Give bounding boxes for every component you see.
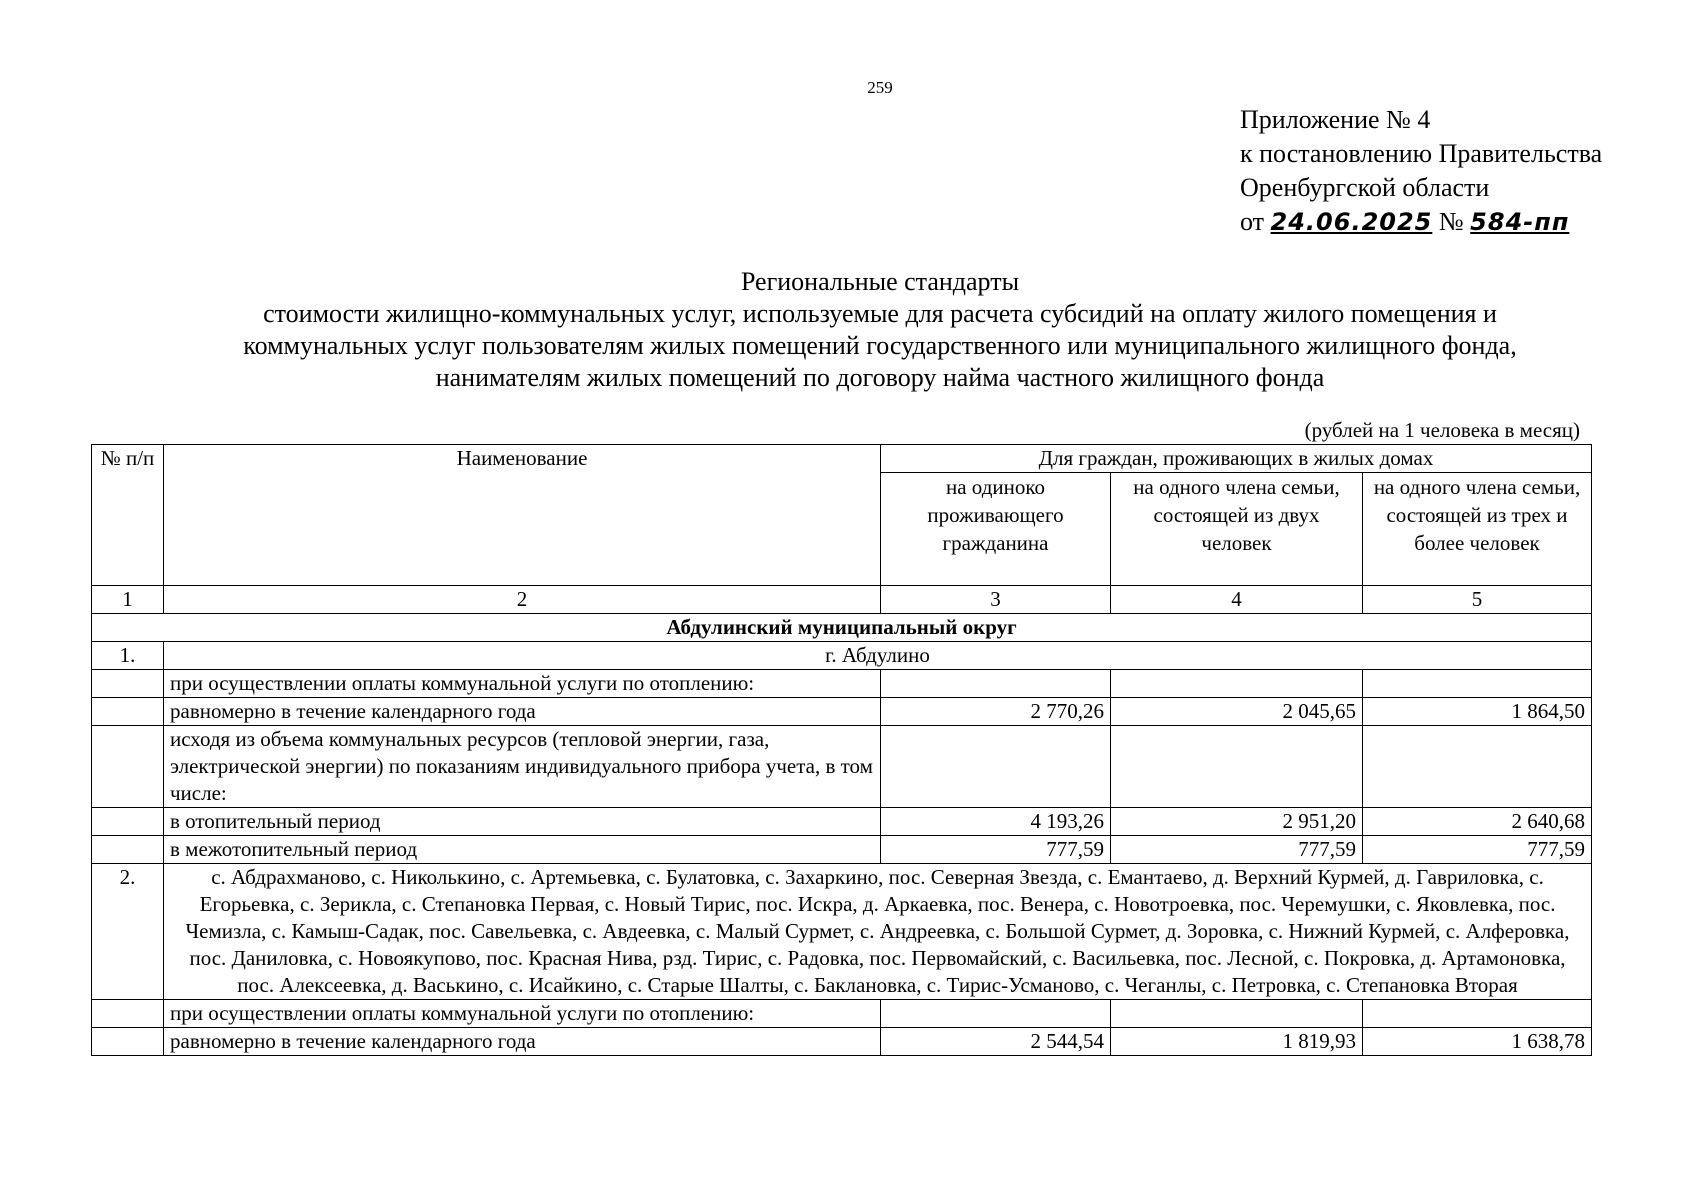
row-label: равномерно в течение календарного года [164, 698, 881, 726]
table-row [92, 670, 1592, 698]
section-number: 2. [92, 864, 164, 1000]
cell-value [1363, 726, 1592, 808]
appendix-line-3: Оренбургской области [1240, 173, 1490, 202]
appendix-line-1: Приложение № 4 [1240, 105, 1431, 134]
table-row [92, 726, 1592, 808]
col-number: 2 [164, 586, 881, 614]
row-label: равномерно в течение календарного года [164, 1028, 881, 1056]
title-line-4: нанимателям жилых помещений по договору найма частного жилищного фонда [435, 363, 1325, 392]
row-label: при осуществлении оплаты коммунальной услуги по отоплению: [164, 1000, 881, 1028]
header-col3: на одиноко проживающего гражданина [881, 473, 1111, 586]
cell-value: 2 544,54 [881, 1028, 1111, 1056]
table-row [92, 808, 1592, 836]
district-name: Абдулинский муниципальный округ [92, 614, 1592, 642]
row-label: исходя из объема коммунальных ресурсов (тепловой энергии, газа, электрической энергии) по показаниям индивидуального прибора учета, в том числе: [164, 726, 881, 808]
cell-value: 2 045,65 [1111, 698, 1363, 726]
cell-value: 4 193,26 [881, 808, 1111, 836]
row-label: в межотопительный период [164, 836, 881, 864]
cell-value: 777,59 [1363, 836, 1592, 864]
section-row [92, 642, 1592, 670]
cell-value [1363, 670, 1592, 698]
cell-value [881, 726, 1111, 808]
title-line-3: коммунальных услуг пользователям жилых помещений государственного или муниципального жилищного фонда, [243, 331, 1517, 360]
header-col4: на одного члена семьи, состоящей из двух человек [1111, 473, 1363, 586]
cell-value [1111, 670, 1363, 698]
page-number: 259 [867, 78, 893, 97]
cell-value [1111, 726, 1363, 808]
column-number-row [92, 586, 1592, 614]
standards-table [91, 444, 1592, 1056]
header-col5: на одного члена семьи, состоящей из трех и более человек [1363, 473, 1592, 586]
title-line-1: Региональные стандарты [740, 267, 1020, 296]
cell-value [1111, 1000, 1363, 1028]
row-label: в отопительный период [164, 808, 881, 836]
header-name: Наименование [164, 445, 881, 586]
cell-value: 1 638,78 [1363, 1028, 1592, 1056]
cell-value [881, 670, 1111, 698]
section-number: 1. [92, 642, 164, 670]
col-number: 5 [1363, 586, 1592, 614]
document-title [90, 266, 1670, 394]
handwritten-number: 584-пп [1470, 208, 1570, 236]
cell-value: 777,59 [1111, 836, 1363, 864]
header-num: № п/п [92, 445, 164, 586]
cell-value [1363, 1000, 1592, 1028]
cell-value: 1 819,93 [1111, 1028, 1363, 1056]
col-number: 4 [1111, 586, 1363, 614]
table-row [92, 836, 1592, 864]
appendix-date-line [1240, 205, 1602, 239]
section-place: с. Абдрахманово, с. Николькино, с. Артемьевка, с. Булатовка, с. Захаркино, пос. Северная Звезда, с. Емантаево, д. Верхний Курмей, д. Гавриловка, с. Егорьевка, с. Зерикла, с. Степановка Первая, с. Новый Тирис, пос. Искра, д. Аркаевка, пос. Венера, с. Новотроевка, пос. Черемушки, с. Яковлевка, пос. Чемизла, с. Камыш-Садак, пос. Савельевка, с. Авдеевка, с. Малый Сурмет, с. Андреевка, с. Большой Сурмет, д. Зоровка, с. Нижний Курмей, с. Алферовка, пос. Даниловка, с. Новоякупово, пос. Красная Нива, рзд. Тирис, с. Радовка, пос. Первомайский, с. Васильевка, пос. Лесной, с. Покровка, д. Артамоновка, пос. Алексеевка, д. Васькино, с. Исайкино, с. Старые Шалты, с. Баклановка, с. Тирис-Усманово, с. Чеганлы, с. Петровка, с. Степановка Вторая [164, 864, 1592, 1000]
cell-value: 1 864,50 [1363, 698, 1592, 726]
section-place: г. Абдулино [164, 642, 1592, 670]
cell-value: 777,59 [881, 836, 1111, 864]
table-row [92, 1000, 1592, 1028]
cell-value: 2 640,68 [1363, 808, 1592, 836]
appendix-line-2: к постановлению Правительства [1240, 139, 1603, 168]
appendix-block [1240, 103, 1602, 239]
cell-value: 2 951,20 [1111, 808, 1363, 836]
row-label: при осуществлении оплаты коммунальной услуги по отоплению: [164, 670, 881, 698]
header-group: Для граждан, проживающих в жилых домах [881, 445, 1592, 473]
date-prefix: от [1240, 207, 1265, 236]
table-row [92, 1028, 1592, 1056]
col-number: 1 [92, 586, 164, 614]
col-number: 3 [881, 586, 1111, 614]
header-row-1 [92, 445, 1592, 473]
title-line-2: стоимости жилищно-коммунальных услуг, используемые для расчета субсидий на оплату жилого помещения и [263, 299, 1497, 328]
units-note: (рублей на 1 человека в месяц) [1304, 418, 1580, 442]
district-row [92, 614, 1592, 642]
cell-value [881, 1000, 1111, 1028]
cell-value: 2 770,26 [881, 698, 1111, 726]
number-prefix: № [1438, 207, 1464, 236]
section-row [92, 864, 1592, 1000]
table-row [92, 698, 1592, 726]
handwritten-date: 24.06.2025 [1270, 208, 1433, 236]
